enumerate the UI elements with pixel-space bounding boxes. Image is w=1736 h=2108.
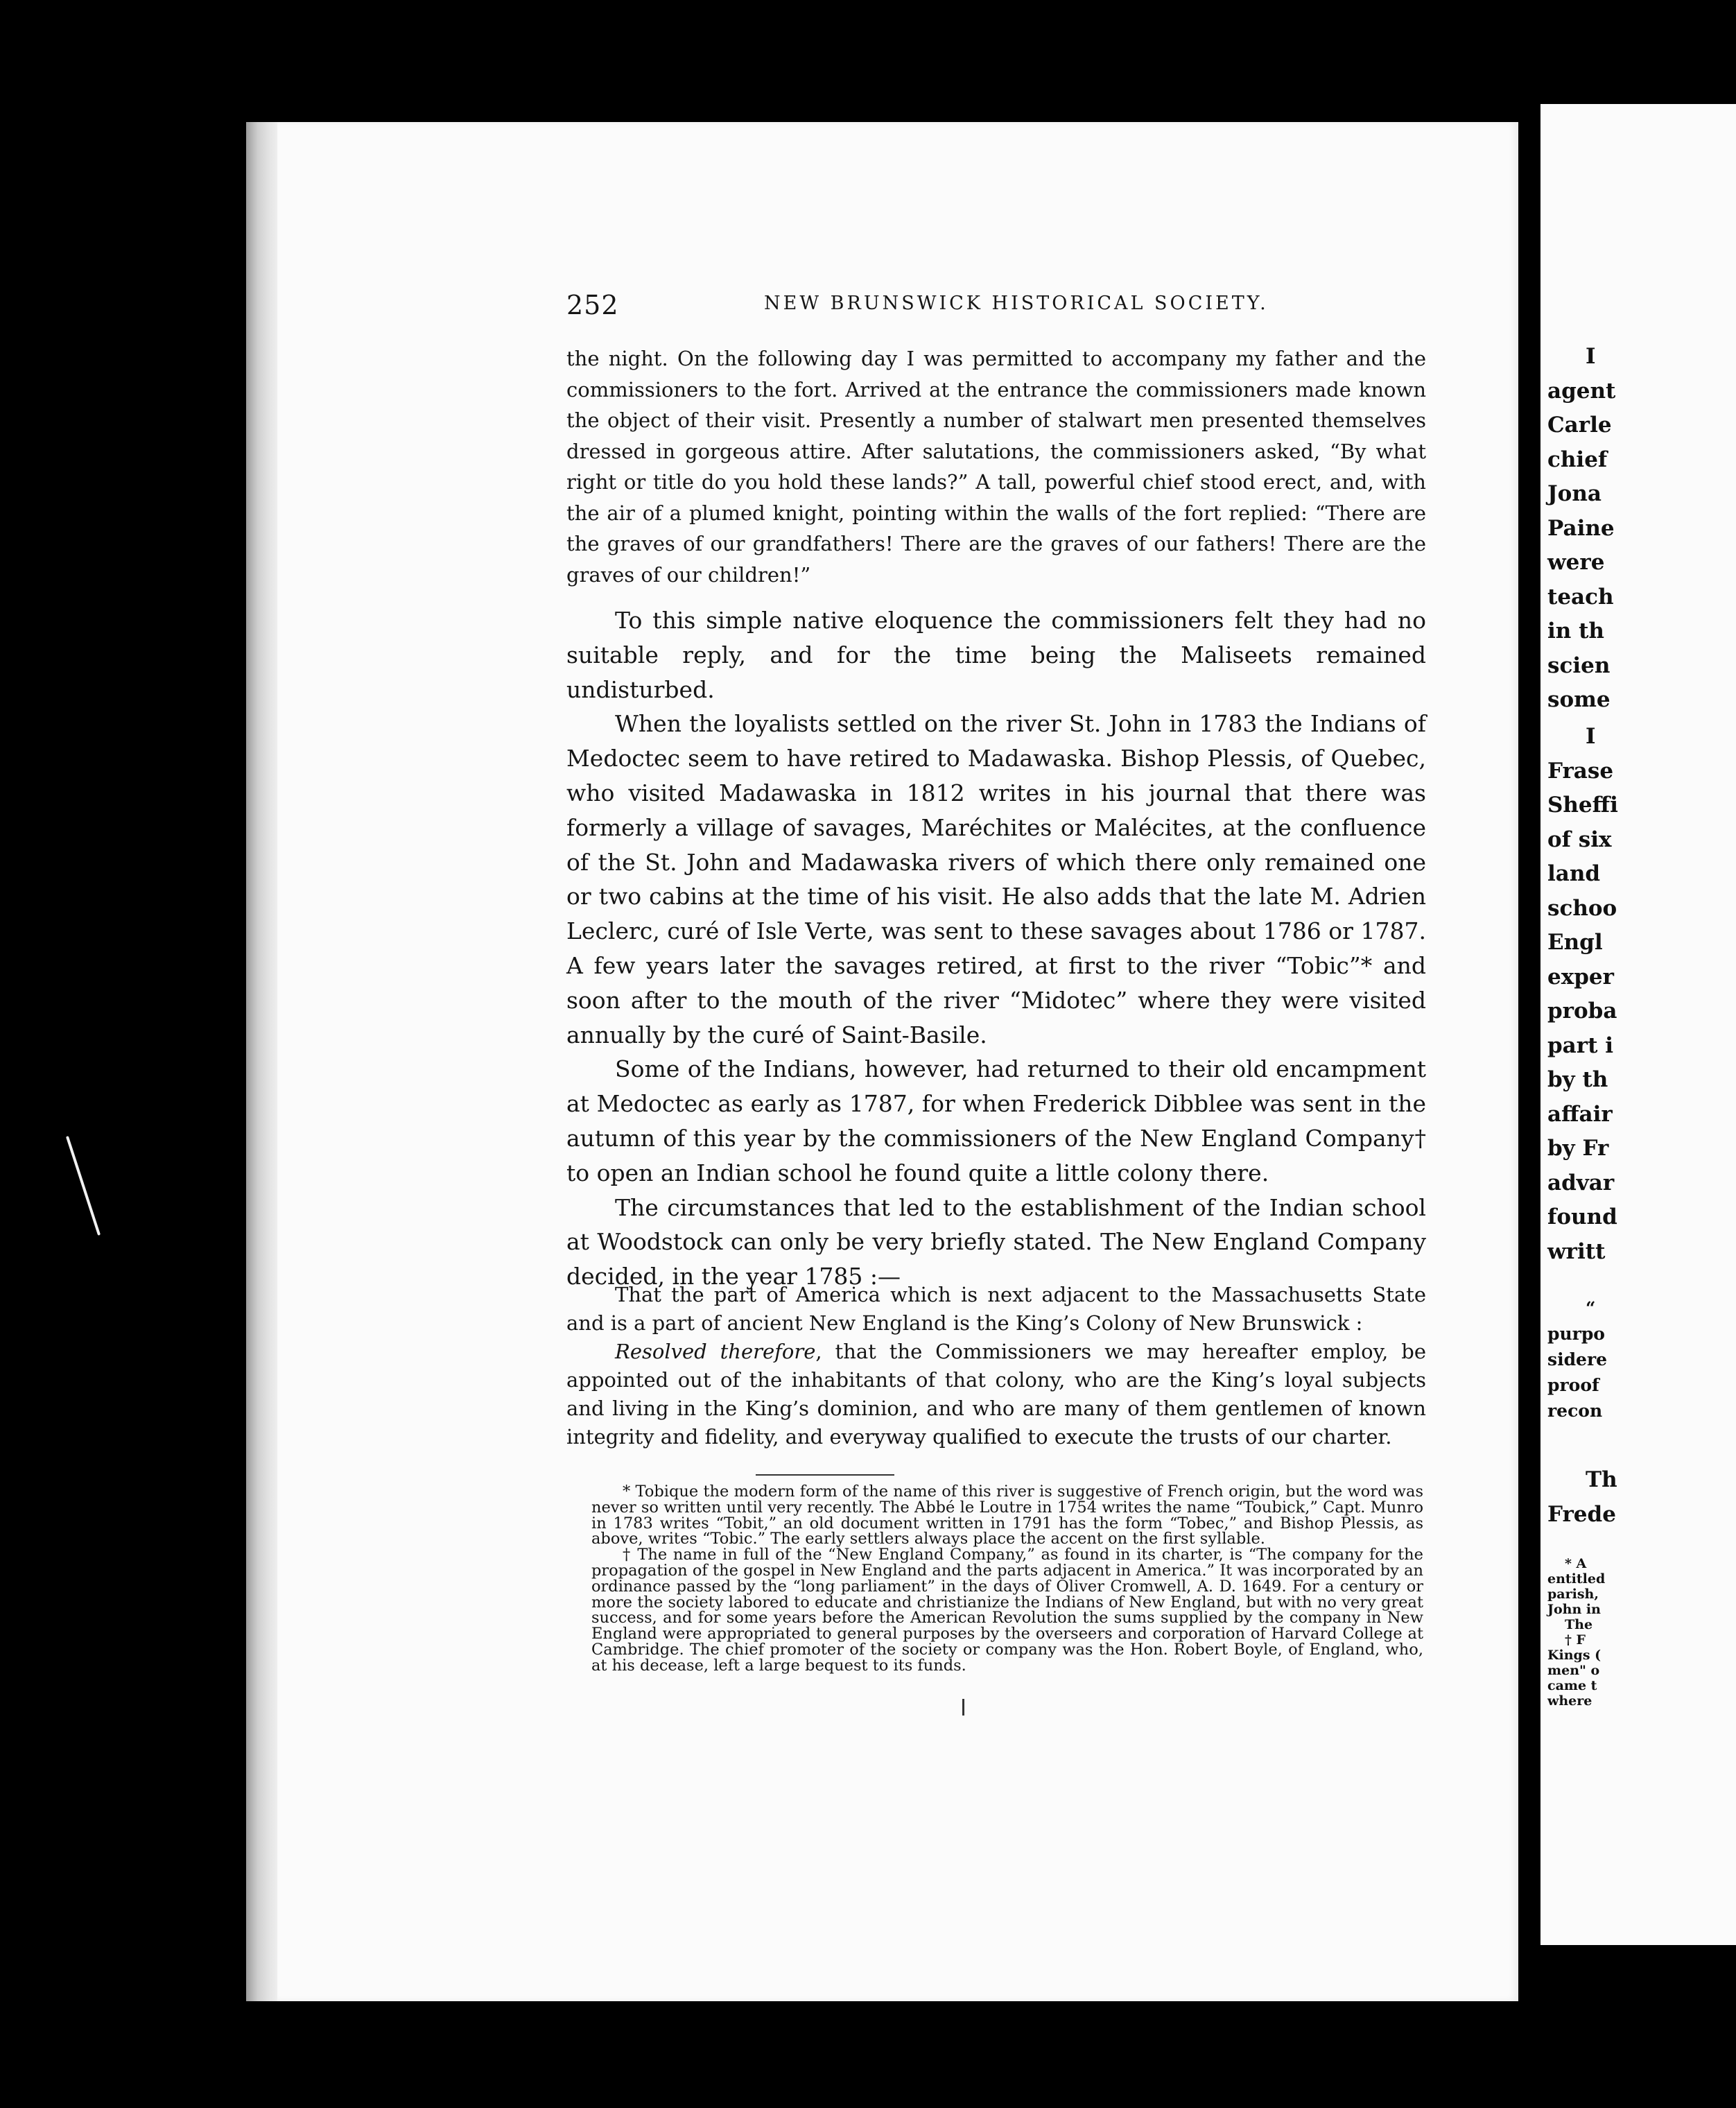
resolved-italic: Resolved therefore bbox=[615, 1340, 816, 1363]
right-foot-line: parish, bbox=[1547, 1587, 1599, 1602]
page-number: 252 bbox=[566, 290, 619, 320]
right-foot-line: John in bbox=[1547, 1602, 1601, 1617]
right-foot-line: * A bbox=[1565, 1556, 1587, 1571]
right-line: by th bbox=[1547, 1067, 1608, 1092]
right-line: exper bbox=[1547, 964, 1614, 990]
right-page-text-a bbox=[1547, 340, 1736, 718]
right-line: Paine bbox=[1547, 515, 1615, 541]
right-foot-line: The bbox=[1565, 1617, 1593, 1632]
right-heading-line: Frede bbox=[1547, 1501, 1616, 1527]
right-line: by Fr bbox=[1547, 1136, 1609, 1161]
right-quote-line: “ bbox=[1586, 1298, 1596, 1318]
right-page-footnotes bbox=[1547, 1556, 1736, 1709]
right-line: Carle bbox=[1547, 413, 1612, 438]
body-paragraph: Some of the Indians, however, had returned to their old encampment at Medoctec as early as 1787, for when Frederick Dibblee was sent in the autumn of this year by the commissioners of the New England Company† to open an Indian school he found quite a little colony there. bbox=[566, 1055, 1426, 1186]
right-line: in th bbox=[1547, 619, 1604, 643]
right-line: Engl bbox=[1547, 930, 1603, 955]
right-line: teach bbox=[1547, 584, 1614, 610]
resolved-text: , that the Commissioners we may hereafter employ, be appointed out of the inhabitants of that colony, who are the King’s loyal subjects and living in the King’s dominion, and who are many of them gentlemen of known integrity and fidelity, and everyway qualified to execute the trusts of our charter. bbox=[566, 1340, 1426, 1449]
right-line: were bbox=[1547, 550, 1605, 575]
scan-mark bbox=[962, 1699, 964, 1716]
right-line: Jona bbox=[1547, 481, 1602, 506]
right-line: proba bbox=[1547, 999, 1617, 1023]
quote-paragraph: the night. On the following day I was permitted to accompany my father and the commissioners to the fort. Arrived at the entrance the commissioners made known the object of their visit. Presently a number of stalwart men presented themselves dressed in gorgeous attire. After salutations, the commissioners asked, “By what right or title do you hold these lands?” A tall, powerful chief stood erect, and, with the air of a plumed knight, pointing within the walls of the fort replied: “There are the graves of our grandfathers! There are the graves of our fathers! There are the graves of our children!” bbox=[566, 347, 1426, 587]
right-line: agent bbox=[1547, 378, 1616, 404]
right-line: I bbox=[1586, 724, 1596, 749]
right-foot-line: men" o bbox=[1547, 1663, 1600, 1678]
charter-paragraph-resolved bbox=[566, 1338, 1426, 1451]
right-foot-line: where bbox=[1547, 1693, 1592, 1709]
right-line: Frase bbox=[1547, 758, 1614, 784]
charter-excerpt bbox=[566, 1281, 1426, 1451]
right-foot-line: Kings ( bbox=[1547, 1648, 1602, 1663]
footnote-tobique: * Tobique the modern form of the name of this river is suggestive of French origin, but the word was never so written until very recently. The Abbé le Loutre in 1754 writes the name “Toubick,” Capt. Munro in 1783 writes “Tobit,” an old document written in 1791 has the form “Tobec,” and Bishop Plessis, as above, writes “Tobic.” The early settlers always place the accent on the first syllable. bbox=[591, 1483, 1423, 1548]
right-foot-line: † F bbox=[1565, 1632, 1586, 1648]
running-head: NEW BRUNSWICK HISTORICAL SOCIETY. bbox=[764, 293, 1269, 314]
charter-paragraph: That the part of America which is next adjacent to the Massachusetts State and is a part of ancient New England is the King’s Colony of New Brunswick : bbox=[566, 1283, 1426, 1335]
right-line: scien bbox=[1547, 653, 1611, 678]
right-heading-line: Th bbox=[1586, 1467, 1617, 1492]
body-paragraph: To this simple native eloquence the commissioners felt they had no suitable reply, and for the time being the Maliseets remained undisturbed. bbox=[566, 607, 1426, 703]
right-page-quote bbox=[1547, 1295, 1736, 1424]
right-line: schoo bbox=[1547, 895, 1617, 921]
right-line: part i bbox=[1547, 1033, 1613, 1058]
footnote-company: † The name in full of the “New England Company,” as found in its charter, is “The company for the propagation of the gospel in New England and the parts adjacent in America.” It was incorporated by an ordinance passed by the “long parliament” in the days of Oliver Cromwell, A. D. 1649. For a century or more the society labored to educate and christianize the Indians of New England, but with no very great success, and for some years before the American Revolution the sums supplied by the company in New England were appropriated to general purposes by the overseers and corporation of Harvard College at Cambridge. The chief promoter of the society or company was the Hon. Robert Boyle, of England, who, at his decease, left a large bequest to its funds. bbox=[591, 1546, 1423, 1675]
quoted-passage bbox=[566, 343, 1426, 590]
body-paragraph: The circumstances that led to the establishment of the Indian school at Woodstock can only be very briefly stated. The New England Company decided, in the year 1785 :— bbox=[566, 1193, 1426, 1290]
right-line: Sheffi bbox=[1547, 793, 1618, 818]
right-line: found bbox=[1547, 1204, 1617, 1229]
footnotes bbox=[591, 1484, 1423, 1674]
right-line: advar bbox=[1547, 1170, 1615, 1195]
right-quote-line: purpo bbox=[1547, 1324, 1605, 1344]
footnote-rule bbox=[756, 1474, 894, 1476]
scan-artifact bbox=[66, 1136, 101, 1236]
body-paragraph: When the loyalists settled on the river St. John in 1783 the Indians of Medoctec seem to have retired to Madawaska. Bishop Plessis, of Quebec, who visited Madawaska in 1812 writes in his journal that there was formerly a village of savages, Maréchites or Malécites, at the confluence of the St. John and Madawaska rivers of which there only remained one or two cabins at the time of his visit. He also adds that the late M. Adrien Leclerc, curé of Isle Verte, was sent to these savages about 1786 or 1787. A few years later the savages retired, at first to the river “Tobic”* and soon after to the mouth of the river “Midotec” where they were visited annually by the curé of Saint-Basile. bbox=[566, 710, 1426, 1048]
right-line: of six bbox=[1547, 827, 1612, 852]
right-quote-line: sidere bbox=[1547, 1349, 1608, 1370]
right-line: affair bbox=[1547, 1101, 1613, 1127]
right-line: I bbox=[1586, 344, 1596, 369]
right-page-text-b bbox=[1547, 720, 1736, 1269]
right-line: some bbox=[1547, 687, 1611, 712]
right-line: land bbox=[1547, 861, 1601, 886]
page-stack-edge bbox=[246, 122, 279, 2001]
right-line: chief bbox=[1547, 447, 1608, 472]
page-header bbox=[566, 290, 1426, 325]
right-foot-line: entitled bbox=[1547, 1571, 1606, 1587]
right-quote-line: recon bbox=[1547, 1401, 1603, 1421]
right-page-heading bbox=[1547, 1463, 1736, 1532]
right-foot-line: came t bbox=[1547, 1678, 1597, 1693]
right-quote-line: proof bbox=[1547, 1375, 1599, 1395]
body-text bbox=[566, 603, 1426, 1294]
right-line: writt bbox=[1547, 1238, 1606, 1264]
